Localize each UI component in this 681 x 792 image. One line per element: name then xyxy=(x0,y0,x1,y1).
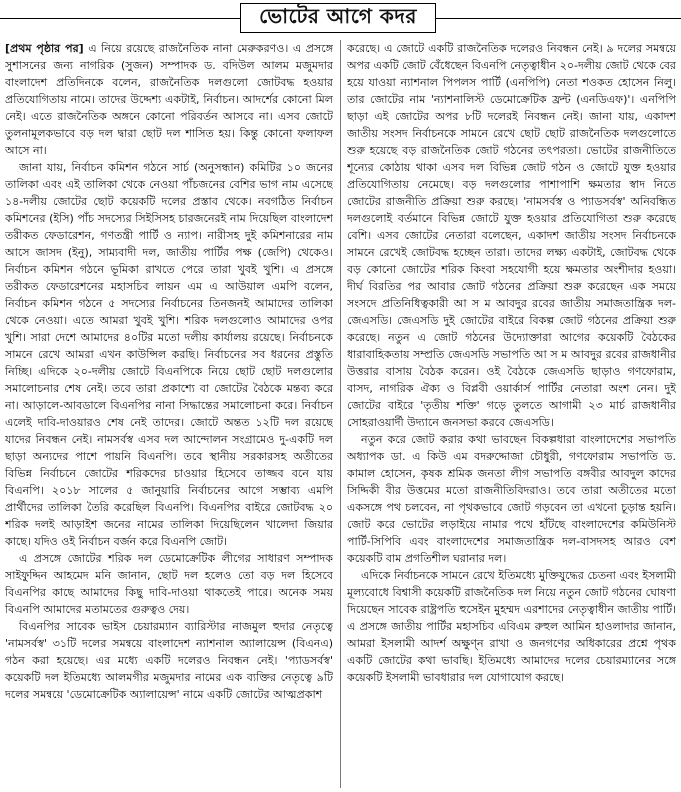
article-paragraph: জানা যায়, নির্বাচন কমিশন গঠনে সার্চ (অনুসন্ধান) কমিটির ১০ জনের তালিকা এবং এই তালিকা থেকে নেওয়া পাঁচজনের বেশির ভাগ নাম এসেছে ১৪-দলীয় জোটের ছোট কয়েকটি দলের প্রস্তাব থেকে। নবগঠিত নির্বাচন কমিশনের (ইসি) পাঁচ সদস্যের সিইসিসহ চারজনেরই নাম দিয়েছিল বাংলাদেশ তরীকত ফেডারেশন, গণতন্ত্রী পার্টি ও ন্যাপ। নারীসহ দুই কমিশনারের নাম আসে জাসদ (ইনু), সাম্যবাদী দল, জাতীয় পার্টির পক্ষ (জেপি) থেকেও। নির্বাচন কমিশন গঠনে ভূমিকা রাখতে পেরে তারা খুবই খুশি। এ প্রসঙ্গে তরীকত ফেডারেশনের মহাসচিব লায়ন এম এ আউয়াল এমপি বলেন, নির্বাচন কমিশন গঠনে ৫ সদস্যের নির্বাচনের তিনজনই আমাদের তালিকা থেকে নেওয়া। এতে আমরা খুবই খুশি। শরিক দলগুলোও আমাদের ওপর খুশি। সারা দেশে আমাদের ৪০টির মতো দলীয় কার্যালয় রয়েছে। নির্বাচনকে সামনে রেখে আমরা এখন কাউন্সিল করছি। নির্বাচনের সব ধরনের প্রস্তুতি নিচ্ছি। এদিকে ২০-দলীয় জোটে বিএনপিকে নিয়ে ছোট ছোট দলগুলোর সমালোচনার শেষ নেই। তবে তারা প্রকাশ্যে বা জোটের বৈঠকে মন্তব্য করে না। আড়ালে-আবডালে বিএনপির নানা সিদ্ধান্তের সমালোচনা করে। নির্বাচন এলেই দাবি-দাওয়ারও শেষ নেই তাদের। জোটে অন্তত ১২টি দল রয়েছে যাদের নিবন্ধন নেই। নামসর্বস্ব এসব দল আন্দোলন সংগ্রামেও দু-একটি দল ছাড়া অন্যদের পাশে পায়নি বিএনপি। তবে স্থানীয় সরকারসহ অতীতের বিভিন্ন নির্বাচনে জোটের শরিকদের চাওয়ার হিসেবে তাজ্জব বনে যায় বিএনপি। ২০১৮ সালের ৫ জানুয়ারি নির্বাচনের আগে সম্ভাব্য এমপি প্রার্থীদের তালিকা তৈরি করেছিল বিএনপি। বিএনপির বাইরে জোটবদ্ধ ২০ শরিক দলই আড়াইশ জনের নামের তালিকা দিয়েছিলেন খালেদা জিয়ার কাছে। যদিও ওই নির্বাচন বর্জন করে বিএনপি জোট। xyxy=(5,161,333,548)
article-paragraph xyxy=(5,40,333,159)
article-column-right xyxy=(347,40,676,788)
article-paragraph: এদিকে নির্বাচনকে সামনে রেখে ইতিমধ্যে মুক্তিযুদ্ধের চেতনা এবং ইসলামী মূল্যবোধে বিশ্বাসী কয়েকটি রাজনৈতিক দল নিয়ে নতুন জোট গঠনের ঘোষণা দিয়েছেন সাবেক রাষ্ট্রপতি হুসেইন মুহম্মদ এরশাদের নেতৃত্বাধীন জাতীয় পার্টি। এ প্রসঙ্গে জাতীয় পার্টির মহাসচিব এবিএম রুহুল আমিন হাওলাদার জানান, আমরা ইসলামী আদর্শ অক্ষুণ্ন রাখা ও জনগণের অধিকারের প্রশ্নে পৃথক একটি জোটের কথা ভাবছি। ইতিমধ্যে আমাদের দলের চেয়ারম্যানের সঙ্গে কয়েকটি ইসলামী ভাবধারার দল যোগাযোগ করছে। xyxy=(347,569,676,684)
article-paragraph: করেছে। এ জোটে একটি রাজনৈতিক দলেরও নিবন্ধন নেই। ৯ দলের সমন্বয়ে অপর একটি জোট বেঁধেছেন বিএনপি নেতৃত্বাধীন ২০-দলীয় জোট থেকে বের হয়ে যাওয়া ন্যাশনাল পিপলস পার্টি (এনপিপি) নেতা শওকত হোসেন নিলু। তার জোটের নাম 'ন্যাশনালিস্ট ডেমোক্রেটিক ফ্রন্ট (এনডিএফ)'। এনপিপি ছাড়া এই জোটের অপর ৮টি দলেরই নিবন্ধন নেই। জানা যায়, একাদশ জাতীয় সংসদ নির্বাচনকে সামনে রেখে ছোট ছোট রাজনৈতিক দলগুলোতে শুরু হয়েছে বড় রাজনৈতিক জোট গঠনের তৎপরতা। ভোটের রাজনীতিতে শূন্যের কোঠায় থাকা এসব দল বিভিন্ন জোট গঠন ও জোটে যুক্ত হওয়ার প্রতিযোগিতায় নেমেছে। বড় দলগুলোর পাশাপাশি ক্ষমতার স্বাদ নিতে জোটের রাজনীতি প্রক্রিয়া শুরু করছে। 'নামসর্বস্ব ও প্যাডসর্বস্ব' অনিবন্ধিত দলগুলোই বর্তমানে বিভিন্ন জোটে যুক্ত হওয়ার প্রতিযোগিতা শুরু করেছে বেশি। এসব জোটের নেতারা বলেছেন, একাদশ জাতীয় সংসদ নির্বাচনকে সামনে রেখেই জোটবদ্ধ হচ্ছেন তারা। তাদের লক্ষ্য একটাই, জোটবদ্ধ থেকে বড় কোনো জোটের শরিক কিংবা সহযোগী হয়ে ক্ষমতার অংশীদার হওয়া। দীর্ঘ বিরতির পর আবার জোট গঠনের প্রক্রিয়া শুরু করেছেন এক সময়ে সংসদে প্রতিনিধিত্বকারী আ স ম আবদুর রবের জাতীয় সমাজতান্ত্রিক দল-জেএসডি। জেএসডি দুই জোটের বাইরে বিকল্প জোট গঠনের প্রক্রিয়া শুরু করেছে। নতুন এ জোট গঠনের উদ্যোক্তারা আগের কয়েকটি বৈঠকের ধারাবাহিকতায় সম্প্রতি জেএসডি সভাপতি আ স ম আবদুর রবের রাজধানীর উত্তরার বাসায় বৈঠক করেন। ওই বৈঠকে জেএসডি ছাড়াও গণফোরাম, বাসদ, নাগরিক ঐক্য ও বিপ্লবী ওয়ার্কার্স পার্টির নেতারা অংশ নেন। দুই জোটের বাইরে 'তৃতীয় শক্তি' গড়ে তুলতে আগামী ২৩ মার্চ রাজধানীর সোহরাওয়ার্দী উদ্যানে জনসভা করবে জেএসডি। xyxy=(347,42,676,429)
article-paragraph: নতুন করে জোট করার কথা ভাবছেন বিকল্পধারা বাংলাদেশের সভাপতি অধ্যাপক ডা. এ কিউ এম বদরুদ্দোজা চৌধুরী, গণফোরাম সভাপতি ড. কামাল হোসেন, কৃষক শ্রমিক জনতা লীগ সভাপতি বঙ্গবীর আবদুল কাদের সিদ্দিকী বীর উত্তমের মতো রাজনীতিবিদরাও। তবে তারা অতীতের মতো একসঙ্গে পথ চলবেন, না পৃথকভাবে জোট গড়বেন তা এখনো চূড়ান্ত হয়নি। জোট করে ভোটের লড়াইয়ে নামার পথে হাঁটছে বাংলাদেশের কমিউনিস্ট পার্টি-সিপিবি এবং বাংলাদেশের সমাজতান্ত্রিক দল-বাসদসহ আরও বেশ কয়েকটি বাম প্রগতিশীল ঘরানার দল। xyxy=(347,433,676,565)
article-body xyxy=(5,40,676,788)
article-paragraph: এ প্রসঙ্গে জোটের শরিক দল ডেমোক্রেটিক লীগের সাধারণ সম্পাদক সাইফুদ্দিন আহমেদ মনি জানান, ছোট দল হলেও তো বড় দল হিসেবে বিএনপির কাছে আমাদের কিছু দাবি-দাওয়া থাকতেই পারে। অনেক সময় বিএনপি আমাদের মতামতের গুরুত্বও দেয়। xyxy=(5,552,333,616)
column-divider xyxy=(340,40,341,788)
article-column-left xyxy=(5,40,333,788)
headline-bar xyxy=(0,0,681,38)
continuation-tag: [প্রথম পৃষ্ঠার পর] xyxy=(5,42,84,55)
article-paragraph: বিএনপির সাবেক ভাইস চেয়ারম্যান ব্যারিস্টার নাজমুল হুদার নেতৃত্বে 'নামসর্বস্ব' ৩১টি দলের সমন্বয়ে বাংলাদেশ ন্যাশনাল অ্যালায়েন্স (বিএনএ) গঠন করা হয়েছে। এর মধ্যে একটি দলেরও নিবন্ধন নেই। 'প্যাডসর্বস্ব' কয়েকটি দল ইতিমধ্যে আলমগীর মজুমদার নামের এক ব্যক্তির নেতৃত্বে ৯টি দলের সমন্বয়ে 'ডেমোক্রেটিক অ্যালায়েন্স' নামে একটি জোটের আত্মপ্রকাশ xyxy=(5,620,333,701)
headline: ভোটের আগে কদর xyxy=(240,3,436,33)
paragraph-text: এ নিয়ে রয়েছে রাজনৈতিক নানা মেরুকরণও। এ প্রসঙ্গে সুশাসনের জন্য নাগরিক (সুজন) সম্পাদক ড. বদিউল আলম মজুমদার বাংলাদেশ প্রতিদিনকে বলেন, রাজনৈতিক দলগুলো জোটবদ্ধ হওয়ার প্রতিযোগিতায় নামে। তাদের উদ্দেশ্য একটাই, নির্বাচন। আদর্শের কোনো মিল নেই। এতে রাজনৈতিক অঙ্গনে কোনো পরিবর্তন আসবে না। এসব জোটে তুলনামূলকভাবে বড় দল দ্বারা ছোট দল শাসিত হয়। কিন্তু কোনো ফলাফল আসে না। xyxy=(5,42,333,157)
